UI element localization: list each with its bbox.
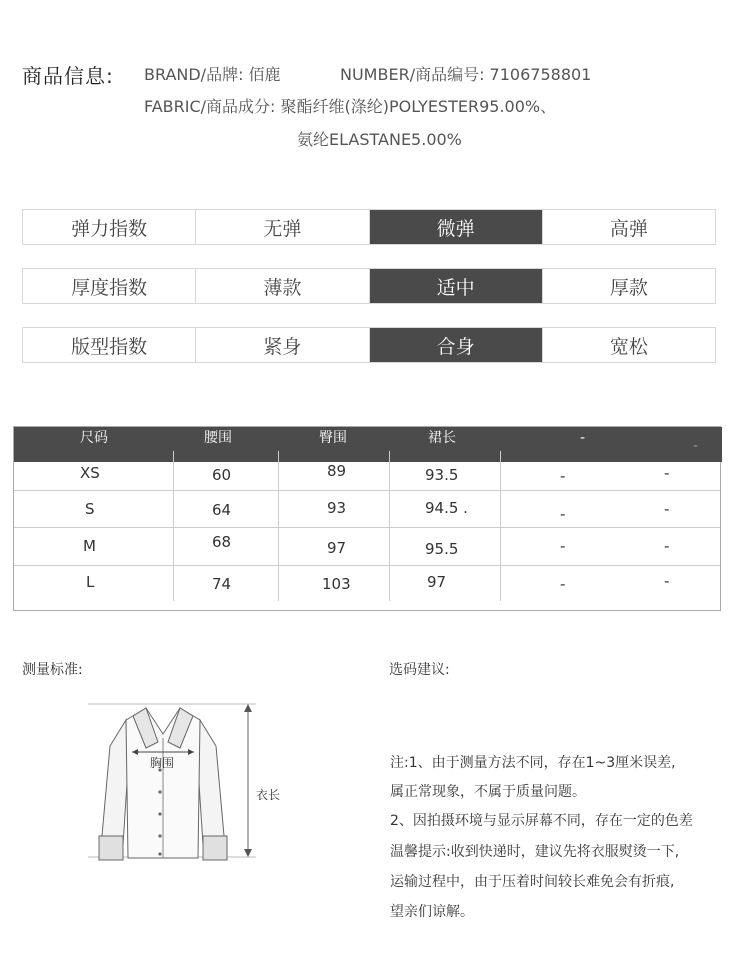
cell-length: 97 bbox=[427, 573, 447, 591]
cell-size: M bbox=[83, 537, 96, 555]
index-option: 无弹 bbox=[196, 210, 369, 244]
index-option-selected: 适中 bbox=[370, 269, 543, 303]
cell-extra-1: - bbox=[560, 575, 566, 593]
header-size: 尺码 bbox=[80, 430, 108, 446]
index-label: 厚度指数 bbox=[23, 269, 196, 303]
cell-waist: 68 bbox=[212, 533, 232, 551]
measure-title: 测量标准: bbox=[22, 662, 83, 678]
cell-hip: 97 bbox=[327, 539, 347, 557]
cell-hip: 93 bbox=[327, 499, 347, 517]
cell-length: 95.5 bbox=[425, 540, 459, 558]
chest-label: 胸围 bbox=[150, 756, 175, 770]
cell-extra-2: - bbox=[664, 572, 670, 590]
cell-hip: 103 bbox=[322, 575, 351, 593]
size-advice-title: 选码建议: bbox=[389, 662, 450, 678]
column-divider bbox=[173, 451, 174, 601]
fabric-text-continued: 氨纶ELASTANE5.00% bbox=[297, 130, 462, 149]
note-line: 注:1、由于测量方法不同，存在1~3厘米误差, bbox=[390, 755, 676, 771]
cell-extra-2: - bbox=[664, 500, 670, 518]
column-divider bbox=[389, 451, 390, 601]
cell-extra-1: - bbox=[560, 537, 566, 555]
size-table-header bbox=[14, 427, 722, 462]
garment-diagram bbox=[88, 698, 298, 882]
fit-index-row bbox=[22, 327, 716, 363]
index-option: 高弹 bbox=[609, 217, 648, 240]
brand-text: BRAND/品牌: 佰鹿 bbox=[144, 65, 281, 84]
index-option-selected: 合身 bbox=[370, 328, 543, 362]
cell-length: 93.5 bbox=[425, 466, 459, 484]
header-hip: 臀围 bbox=[319, 430, 347, 446]
note-line: 属正常现象，不属于质量问题。 bbox=[390, 784, 586, 800]
header-waist: 腰围 bbox=[204, 430, 232, 446]
cell-extra-2: - bbox=[664, 464, 670, 482]
cell-waist: 74 bbox=[212, 575, 232, 593]
length-label: 衣长 bbox=[256, 788, 281, 802]
size-table bbox=[13, 426, 721, 611]
header-extra-1: - bbox=[580, 430, 586, 446]
index-option: 厚款 bbox=[609, 276, 648, 299]
index-option: 宽松 bbox=[609, 335, 648, 358]
index-label: 弹力指数 bbox=[23, 210, 196, 244]
product-info-heading: 商品信息: bbox=[22, 64, 114, 88]
row-divider bbox=[14, 565, 720, 566]
cell-size: S bbox=[85, 500, 95, 518]
column-divider bbox=[278, 451, 279, 601]
cell-extra-1: - bbox=[560, 467, 566, 485]
cell-length: 94.5 . bbox=[425, 499, 468, 517]
cell-waist: 64 bbox=[212, 501, 232, 519]
elasticity-index-row bbox=[22, 209, 716, 245]
column-divider bbox=[500, 451, 501, 601]
note-line: 温馨提示:收到快递时，建议先将衣服熨烫一下, bbox=[390, 844, 680, 860]
thickness-index-row bbox=[22, 268, 716, 304]
header-extra-2: - bbox=[693, 438, 699, 454]
item-number-text: NUMBER/商品编号: 7106758801 bbox=[340, 65, 592, 84]
note-line: 运输过程中，由于压着时间较长难免会有折痕, bbox=[390, 874, 675, 890]
index-option: 薄款 bbox=[196, 269, 369, 303]
index-option: 紧身 bbox=[196, 328, 369, 362]
index-label: 版型指数 bbox=[23, 328, 196, 362]
fabric-text: FABRIC/商品成分: 聚酯纤维(涤纶)POLYESTER95.00%、 bbox=[144, 97, 557, 116]
cell-size: XS bbox=[80, 464, 100, 482]
row-divider bbox=[14, 527, 720, 528]
cell-extra-1: - bbox=[560, 505, 566, 523]
cell-waist: 60 bbox=[212, 466, 232, 484]
header-length: 裙长 bbox=[428, 430, 456, 446]
cell-size: L bbox=[86, 573, 95, 591]
note-line: 望亲们谅解。 bbox=[390, 904, 474, 920]
cell-hip: 89 bbox=[327, 462, 347, 480]
note-line: 2、因拍摄环境与显示屏幕不同，存在一定的色差 bbox=[390, 813, 693, 829]
row-divider bbox=[14, 490, 720, 491]
cell-extra-2: - bbox=[664, 537, 670, 555]
index-option-selected: 微弹 bbox=[370, 210, 543, 244]
